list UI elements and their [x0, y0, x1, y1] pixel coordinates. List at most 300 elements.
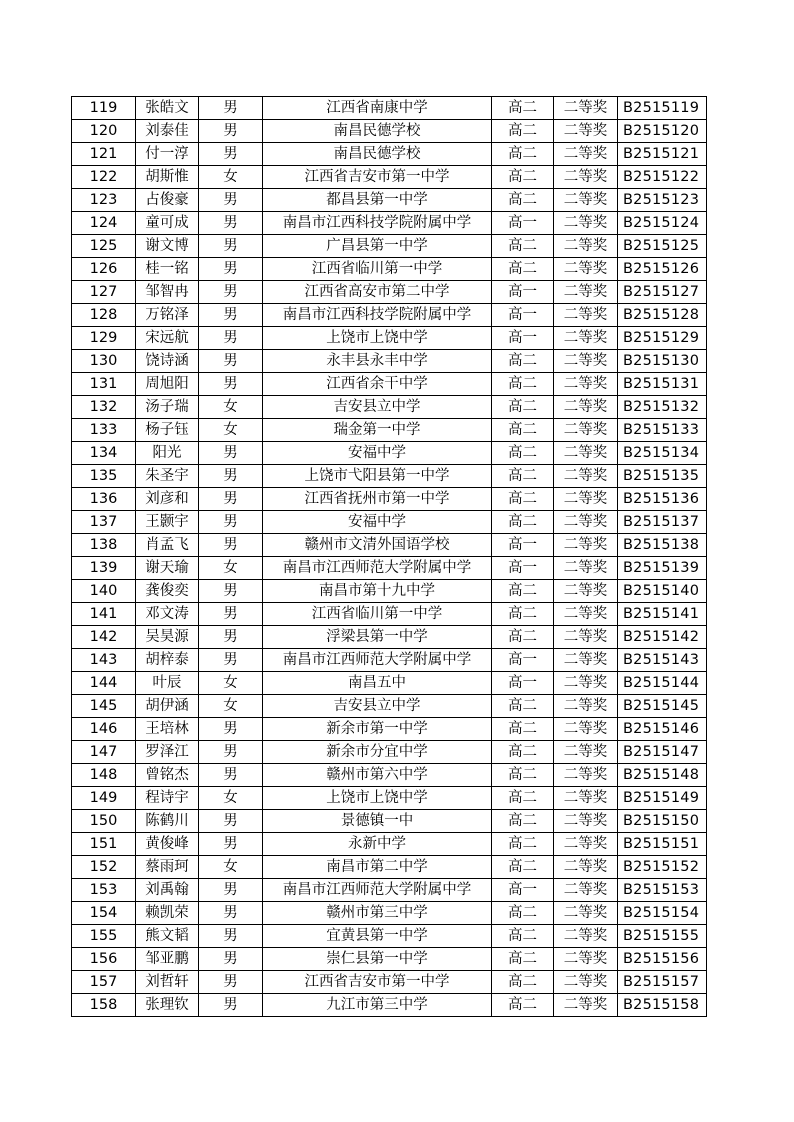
award-level-cell: 二等奖 [554, 603, 618, 626]
table-row [72, 902, 707, 925]
student-name-cell: 肖孟飞 [136, 534, 199, 557]
gender-cell: 男 [199, 971, 263, 994]
row-number-cell: 122 [72, 166, 136, 189]
gender-cell: 男 [199, 925, 263, 948]
award-level-cell: 二等奖 [554, 534, 618, 557]
grade-cell: 高二 [492, 787, 554, 810]
student-name-cell: 赖凯荣 [136, 902, 199, 925]
award-level-cell: 二等奖 [554, 833, 618, 856]
student-name-cell: 曾铭杰 [136, 764, 199, 787]
certificate-code-cell: B2515149 [618, 787, 707, 810]
certificate-code-cell: B2515127 [618, 281, 707, 304]
award-level-cell: 二等奖 [554, 925, 618, 948]
gender-cell: 女 [199, 856, 263, 879]
table-row [72, 649, 707, 672]
certificate-code-cell: B2515153 [618, 879, 707, 902]
award-level-cell: 二等奖 [554, 672, 618, 695]
school-name-cell: 永新中学 [263, 833, 492, 856]
row-number-cell: 129 [72, 327, 136, 350]
award-level-cell: 二等奖 [554, 511, 618, 534]
table-row [72, 281, 707, 304]
grade-cell: 高一 [492, 327, 554, 350]
award-level-cell: 二等奖 [554, 419, 618, 442]
grade-cell: 高二 [492, 258, 554, 281]
gender-cell: 男 [199, 465, 263, 488]
award-level-cell: 二等奖 [554, 235, 618, 258]
grade-cell: 高二 [492, 143, 554, 166]
row-number-cell: 127 [72, 281, 136, 304]
school-name-cell: 江西省南康中学 [263, 97, 492, 120]
row-number-cell: 140 [72, 580, 136, 603]
gender-cell: 男 [199, 649, 263, 672]
row-number-cell: 125 [72, 235, 136, 258]
row-number-cell: 155 [72, 925, 136, 948]
certificate-code-cell: B2515140 [618, 580, 707, 603]
row-number-cell: 136 [72, 488, 136, 511]
grade-cell: 高二 [492, 902, 554, 925]
certificate-code-cell: B2515156 [618, 948, 707, 971]
table-row [72, 603, 707, 626]
award-level-cell: 二等奖 [554, 189, 618, 212]
row-number-cell: 151 [72, 833, 136, 856]
grade-cell: 高二 [492, 626, 554, 649]
gender-cell: 男 [199, 442, 263, 465]
table-row [72, 442, 707, 465]
gender-cell: 男 [199, 833, 263, 856]
grade-cell: 高一 [492, 879, 554, 902]
grade-cell: 高一 [492, 304, 554, 327]
table-row [72, 373, 707, 396]
award-level-cell: 二等奖 [554, 166, 618, 189]
table-row [72, 143, 707, 166]
grade-cell: 高二 [492, 856, 554, 879]
student-name-cell: 吴昊源 [136, 626, 199, 649]
row-number-cell: 156 [72, 948, 136, 971]
award-level-cell: 二等奖 [554, 764, 618, 787]
student-name-cell: 胡斯惟 [136, 166, 199, 189]
table-row [72, 488, 707, 511]
school-name-cell: 南昌市第二中学 [263, 856, 492, 879]
gender-cell: 男 [199, 120, 263, 143]
gender-cell: 女 [199, 557, 263, 580]
row-number-cell: 137 [72, 511, 136, 534]
certificate-code-cell: B2515129 [618, 327, 707, 350]
gender-cell: 男 [199, 97, 263, 120]
row-number-cell: 139 [72, 557, 136, 580]
row-number-cell: 154 [72, 902, 136, 925]
grade-cell: 高一 [492, 212, 554, 235]
certificate-code-cell: B2515124 [618, 212, 707, 235]
award-level-cell: 二等奖 [554, 948, 618, 971]
gender-cell: 男 [199, 534, 263, 557]
row-number-cell: 145 [72, 695, 136, 718]
table-row [72, 833, 707, 856]
certificate-code-cell: B2515132 [618, 396, 707, 419]
grade-cell: 高二 [492, 442, 554, 465]
school-name-cell: 安福中学 [263, 511, 492, 534]
gender-cell: 男 [199, 902, 263, 925]
student-name-cell: 王颢宇 [136, 511, 199, 534]
table-row [72, 97, 707, 120]
student-name-cell: 童可成 [136, 212, 199, 235]
school-name-cell: 新余市分宜中学 [263, 741, 492, 764]
school-name-cell: 南昌市第十九中学 [263, 580, 492, 603]
award-level-cell: 二等奖 [554, 649, 618, 672]
certificate-code-cell: B2515126 [618, 258, 707, 281]
table-row [72, 396, 707, 419]
grade-cell: 高一 [492, 649, 554, 672]
table-row [72, 350, 707, 373]
table-row [72, 810, 707, 833]
row-number-cell: 144 [72, 672, 136, 695]
grade-cell: 高二 [492, 925, 554, 948]
table-row [72, 419, 707, 442]
grade-cell: 高二 [492, 971, 554, 994]
row-number-cell: 141 [72, 603, 136, 626]
award-level-cell: 二等奖 [554, 442, 618, 465]
row-number-cell: 131 [72, 373, 136, 396]
award-level-cell: 二等奖 [554, 97, 618, 120]
row-number-cell: 120 [72, 120, 136, 143]
school-name-cell: 永丰县永丰中学 [263, 350, 492, 373]
certificate-code-cell: B2515143 [618, 649, 707, 672]
school-name-cell: 江西省高安市第二中学 [263, 281, 492, 304]
grade-cell: 高二 [492, 994, 554, 1017]
gender-cell: 男 [199, 189, 263, 212]
school-name-cell: 安福中学 [263, 442, 492, 465]
certificate-code-cell: B2515145 [618, 695, 707, 718]
row-number-cell: 135 [72, 465, 136, 488]
table-row [72, 856, 707, 879]
student-name-cell: 刘哲轩 [136, 971, 199, 994]
certificate-code-cell: B2515136 [618, 488, 707, 511]
student-name-cell: 汤子瑞 [136, 396, 199, 419]
student-name-cell: 周旭阳 [136, 373, 199, 396]
award-level-cell: 二等奖 [554, 281, 618, 304]
table-row [72, 948, 707, 971]
table-row [72, 465, 707, 488]
school-name-cell: 赣州市第六中学 [263, 764, 492, 787]
award-level-cell: 二等奖 [554, 557, 618, 580]
school-name-cell: 江西省抚州市第一中学 [263, 488, 492, 511]
table-row [72, 994, 707, 1017]
school-name-cell: 江西省临川第一中学 [263, 258, 492, 281]
school-name-cell: 宜黄县第一中学 [263, 925, 492, 948]
award-level-cell: 二等奖 [554, 787, 618, 810]
award-level-cell: 二等奖 [554, 971, 618, 994]
school-name-cell: 南昌市江西科技学院附属中学 [263, 304, 492, 327]
student-name-cell: 刘禹翰 [136, 879, 199, 902]
certificate-code-cell: B2515133 [618, 419, 707, 442]
student-name-cell: 饶诗涵 [136, 350, 199, 373]
student-name-cell: 王培林 [136, 718, 199, 741]
student-name-cell: 谢天瑜 [136, 557, 199, 580]
row-number-cell: 128 [72, 304, 136, 327]
table-row [72, 879, 707, 902]
certificate-code-cell: B2515119 [618, 97, 707, 120]
school-name-cell: 江西省临川第一中学 [263, 603, 492, 626]
student-name-cell: 罗泽江 [136, 741, 199, 764]
gender-cell: 女 [199, 672, 263, 695]
row-number-cell: 132 [72, 396, 136, 419]
table-row [72, 557, 707, 580]
grade-cell: 高二 [492, 764, 554, 787]
school-name-cell: 上饶市上饶中学 [263, 327, 492, 350]
student-name-cell: 邹智冉 [136, 281, 199, 304]
grade-cell: 高二 [492, 695, 554, 718]
certificate-code-cell: B2515146 [618, 718, 707, 741]
table-row [72, 741, 707, 764]
table-row [72, 672, 707, 695]
gender-cell: 男 [199, 741, 263, 764]
certificate-code-cell: B2515128 [618, 304, 707, 327]
row-number-cell: 157 [72, 971, 136, 994]
gender-cell: 男 [199, 488, 263, 511]
student-name-cell: 万铭泽 [136, 304, 199, 327]
row-number-cell: 148 [72, 764, 136, 787]
row-number-cell: 142 [72, 626, 136, 649]
gender-cell: 男 [199, 626, 263, 649]
student-name-cell: 张理钦 [136, 994, 199, 1017]
gender-cell: 男 [199, 304, 263, 327]
certificate-code-cell: B2515148 [618, 764, 707, 787]
award-level-cell: 二等奖 [554, 580, 618, 603]
gender-cell: 男 [199, 994, 263, 1017]
certificate-code-cell: B2515138 [618, 534, 707, 557]
grade-cell: 高一 [492, 672, 554, 695]
student-name-cell: 熊文韬 [136, 925, 199, 948]
award-level-cell: 二等奖 [554, 902, 618, 925]
award-level-cell: 二等奖 [554, 396, 618, 419]
certificate-code-cell: B2515151 [618, 833, 707, 856]
table-row [72, 235, 707, 258]
certificate-code-cell: B2515147 [618, 741, 707, 764]
school-name-cell: 南昌市江西师范大学附属中学 [263, 879, 492, 902]
row-number-cell: 134 [72, 442, 136, 465]
row-number-cell: 133 [72, 419, 136, 442]
student-name-cell: 付一淳 [136, 143, 199, 166]
student-name-cell: 宋远航 [136, 327, 199, 350]
grade-cell: 高二 [492, 948, 554, 971]
grade-cell: 高二 [492, 396, 554, 419]
award-level-cell: 二等奖 [554, 718, 618, 741]
student-name-cell: 叶辰 [136, 672, 199, 695]
school-name-cell: 都昌县第一中学 [263, 189, 492, 212]
grade-cell: 高二 [492, 419, 554, 442]
certificate-code-cell: B2515152 [618, 856, 707, 879]
table-row [72, 327, 707, 350]
certificate-code-cell: B2515120 [618, 120, 707, 143]
table-row [72, 580, 707, 603]
certificate-code-cell: B2515122 [618, 166, 707, 189]
certificate-code-cell: B2515141 [618, 603, 707, 626]
gender-cell: 男 [199, 350, 263, 373]
school-name-cell: 新余市第一中学 [263, 718, 492, 741]
student-name-cell: 谢文博 [136, 235, 199, 258]
school-name-cell: 南昌民德学校 [263, 120, 492, 143]
grade-cell: 高二 [492, 373, 554, 396]
gender-cell: 男 [199, 143, 263, 166]
award-level-cell: 二等奖 [554, 741, 618, 764]
school-name-cell: 江西省余干中学 [263, 373, 492, 396]
row-number-cell: 119 [72, 97, 136, 120]
gender-cell: 男 [199, 948, 263, 971]
school-name-cell: 广昌县第一中学 [263, 235, 492, 258]
grade-cell: 高二 [492, 189, 554, 212]
table-row [72, 925, 707, 948]
row-number-cell: 138 [72, 534, 136, 557]
school-name-cell: 江西省吉安市第一中学 [263, 971, 492, 994]
grade-cell: 高一 [492, 281, 554, 304]
table-row [72, 120, 707, 143]
school-name-cell: 瑞金第一中学 [263, 419, 492, 442]
gender-cell: 男 [199, 235, 263, 258]
student-name-cell: 桂一铭 [136, 258, 199, 281]
school-name-cell: 南昌五中 [263, 672, 492, 695]
award-level-cell: 二等奖 [554, 373, 618, 396]
award-level-cell: 二等奖 [554, 327, 618, 350]
award-level-cell: 二等奖 [554, 258, 618, 281]
student-name-cell: 程诗宇 [136, 787, 199, 810]
school-name-cell: 九江市第三中学 [263, 994, 492, 1017]
student-name-cell: 张皓文 [136, 97, 199, 120]
student-name-cell: 胡梓泰 [136, 649, 199, 672]
certificate-code-cell: B2515121 [618, 143, 707, 166]
school-name-cell: 南昌市江西师范大学附属中学 [263, 557, 492, 580]
student-name-cell: 邓文涛 [136, 603, 199, 626]
school-name-cell: 吉安县立中学 [263, 396, 492, 419]
award-level-cell: 二等奖 [554, 350, 618, 373]
gender-cell: 男 [199, 879, 263, 902]
grade-cell: 高二 [492, 603, 554, 626]
gender-cell: 男 [199, 327, 263, 350]
certificate-code-cell: B2515134 [618, 442, 707, 465]
school-name-cell: 赣州市第三中学 [263, 902, 492, 925]
gender-cell: 男 [199, 258, 263, 281]
certificate-code-cell: B2515130 [618, 350, 707, 373]
table-row [72, 166, 707, 189]
certificate-code-cell: B2515150 [618, 810, 707, 833]
grade-cell: 高二 [492, 810, 554, 833]
school-name-cell: 上饶市弋阳县第一中学 [263, 465, 492, 488]
award-level-cell: 二等奖 [554, 304, 618, 327]
grade-cell: 高二 [492, 120, 554, 143]
gender-cell: 男 [199, 764, 263, 787]
certificate-code-cell: B2515125 [618, 235, 707, 258]
school-name-cell: 浮梁县第一中学 [263, 626, 492, 649]
grade-cell: 高二 [492, 488, 554, 511]
row-number-cell: 153 [72, 879, 136, 902]
student-name-cell: 黄俊峰 [136, 833, 199, 856]
school-name-cell: 南昌市江西科技学院附属中学 [263, 212, 492, 235]
row-number-cell: 123 [72, 189, 136, 212]
grade-cell: 高二 [492, 580, 554, 603]
gender-cell: 男 [199, 580, 263, 603]
certificate-code-cell: B2515155 [618, 925, 707, 948]
grade-cell: 高二 [492, 97, 554, 120]
student-name-cell: 龚俊奕 [136, 580, 199, 603]
gender-cell: 男 [199, 603, 263, 626]
row-number-cell: 150 [72, 810, 136, 833]
award-level-cell: 二等奖 [554, 810, 618, 833]
gender-cell: 女 [199, 166, 263, 189]
gender-cell: 女 [199, 787, 263, 810]
student-name-cell: 陈鹤川 [136, 810, 199, 833]
gender-cell: 男 [199, 511, 263, 534]
row-number-cell: 147 [72, 741, 136, 764]
row-number-cell: 149 [72, 787, 136, 810]
certificate-code-cell: B2515142 [618, 626, 707, 649]
certificate-code-cell: B2515157 [618, 971, 707, 994]
certificate-code-cell: B2515158 [618, 994, 707, 1017]
table-row [72, 626, 707, 649]
row-number-cell: 146 [72, 718, 136, 741]
grade-cell: 高二 [492, 350, 554, 373]
certificate-code-cell: B2515135 [618, 465, 707, 488]
award-level-cell: 二等奖 [554, 212, 618, 235]
school-name-cell: 崇仁县第一中学 [263, 948, 492, 971]
row-number-cell: 158 [72, 994, 136, 1017]
certificate-code-cell: B2515144 [618, 672, 707, 695]
grade-cell: 高一 [492, 557, 554, 580]
student-name-cell: 胡伊涵 [136, 695, 199, 718]
award-level-cell: 二等奖 [554, 143, 618, 166]
table-row [72, 787, 707, 810]
row-number-cell: 152 [72, 856, 136, 879]
row-number-cell: 130 [72, 350, 136, 373]
school-name-cell: 吉安县立中学 [263, 695, 492, 718]
school-name-cell: 南昌市江西师范大学附属中学 [263, 649, 492, 672]
grade-cell: 高二 [492, 511, 554, 534]
certificate-code-cell: B2515123 [618, 189, 707, 212]
school-name-cell: 南昌民德学校 [263, 143, 492, 166]
row-number-cell: 124 [72, 212, 136, 235]
student-name-cell: 占俊豪 [136, 189, 199, 212]
grade-cell: 高二 [492, 718, 554, 741]
certificate-code-cell: B2515131 [618, 373, 707, 396]
school-name-cell: 江西省吉安市第一中学 [263, 166, 492, 189]
certificate-code-cell: B2515137 [618, 511, 707, 534]
table-row [72, 764, 707, 787]
award-level-cell: 二等奖 [554, 488, 618, 511]
student-name-cell: 刘泰佳 [136, 120, 199, 143]
student-name-cell: 蔡雨珂 [136, 856, 199, 879]
row-number-cell: 121 [72, 143, 136, 166]
table-row [72, 212, 707, 235]
award-list-table [71, 96, 707, 1017]
award-level-cell: 二等奖 [554, 465, 618, 488]
award-level-cell: 二等奖 [554, 120, 618, 143]
gender-cell: 男 [199, 212, 263, 235]
student-name-cell: 朱圣宇 [136, 465, 199, 488]
table-row [72, 534, 707, 557]
school-name-cell: 景德镇一中 [263, 810, 492, 833]
certificate-code-cell: B2515139 [618, 557, 707, 580]
table-row [72, 304, 707, 327]
grade-cell: 高二 [492, 465, 554, 488]
grade-cell: 高二 [492, 235, 554, 258]
certificate-code-cell: B2515154 [618, 902, 707, 925]
grade-cell: 高二 [492, 833, 554, 856]
student-name-cell: 邹亚鹏 [136, 948, 199, 971]
grade-cell: 高二 [492, 166, 554, 189]
award-level-cell: 二等奖 [554, 695, 618, 718]
gender-cell: 女 [199, 695, 263, 718]
table-body [72, 97, 707, 1017]
table-row [72, 258, 707, 281]
grade-cell: 高一 [492, 534, 554, 557]
school-name-cell: 上饶市上饶中学 [263, 787, 492, 810]
